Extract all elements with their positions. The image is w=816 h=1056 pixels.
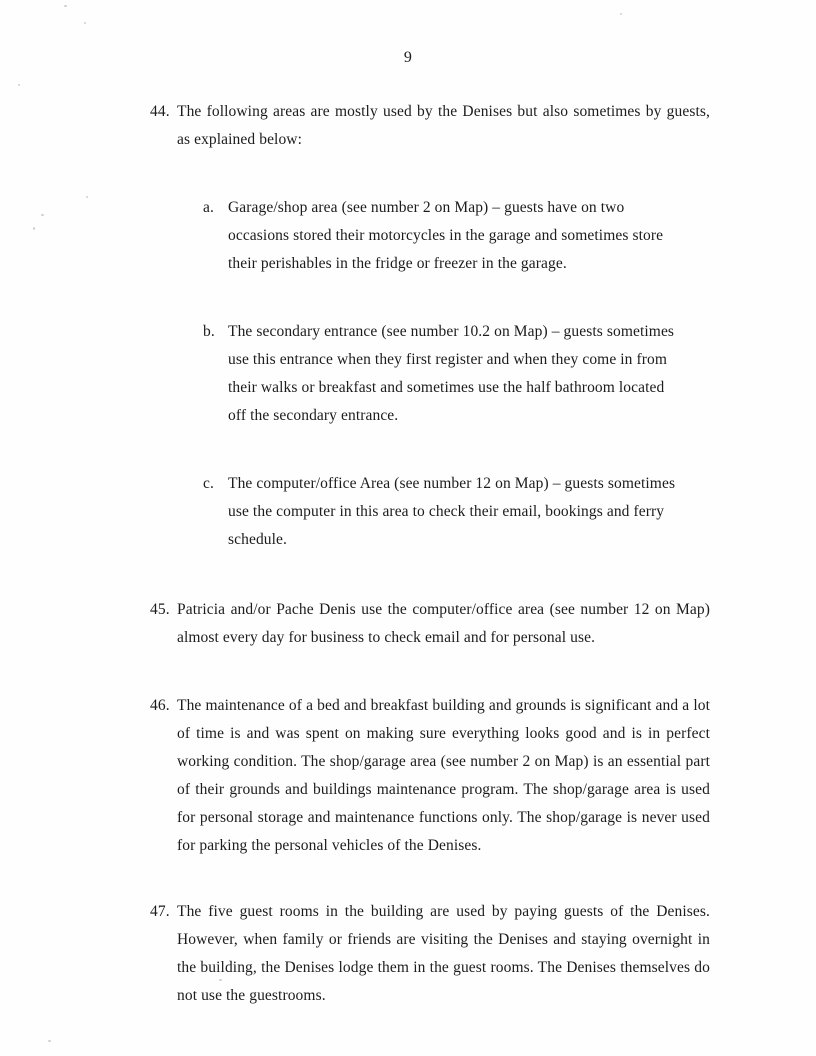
paragraph-45-number: 45.	[150, 601, 170, 618]
scan-speckle	[219, 979, 222, 981]
subitem-b-letter: b.	[203, 323, 215, 340]
paragraph-44-text: The following areas are mostly used by the Denises but also sometimes by guests, as explained below:	[177, 103, 710, 148]
subitem-c-letter: c.	[203, 475, 214, 492]
subitem-c-text: The computer/office Area (see number 12 on Map) – guests sometimes use the computer in this area to check their email, bookings and ferry schedule.	[228, 475, 676, 548]
scan-speckle	[48, 1040, 51, 1042]
subitem-a-text: Garage/shop area (see number 2 on Map) – guests have on two occasions stored their motorcycles in the garage and sometimes store their perishables in the fridge or freezer in the garage.	[228, 199, 664, 272]
page-number: 9	[403, 49, 413, 66]
subitem-b-text: The secondary entrance (see number 10.2 on Map) – guests sometimes use this entrance when they first register and when they come in from their walks or breakfast and sometimes use the half bathroom located off the secondary entrance.	[228, 323, 675, 424]
scan-speckle	[86, 196, 88, 198]
subitem-a	[203, 194, 685, 278]
paragraph-47	[150, 898, 710, 1010]
paragraph-45	[150, 596, 710, 652]
paragraph-45-text: Patricia and/or Pache Denis use the computer/office area (see number 12 on Map) almost every day for business to check email and for personal use.	[177, 601, 710, 646]
paragraph-44	[150, 98, 710, 554]
scan-speckle	[18, 84, 20, 86]
scan-speckle	[41, 214, 44, 216]
paragraph-44-subitems	[177, 194, 710, 554]
subitem-b	[203, 318, 685, 430]
paragraph-46-number: 46.	[150, 697, 170, 714]
subitem-a-letter: a.	[203, 199, 214, 216]
paragraph-47-number: 47.	[150, 903, 170, 920]
scan-speckle	[33, 227, 35, 230]
scan-speckle	[84, 22, 86, 24]
paragraph-47-text: The five guest rooms in the building are used by paying guests of the Denises. However, when family or friends are visiting the Denises and staying overnight in the building, the Denises lodge them in the guest rooms. The Denises themselves do not use the guestrooms.	[177, 903, 710, 1004]
paragraph-46	[150, 692, 710, 860]
document-content	[150, 98, 710, 1010]
scan-speckle	[620, 13, 622, 15]
subitem-c	[203, 470, 685, 554]
scan-speckle	[64, 5, 67, 7]
paragraph-44-number: 44.	[150, 103, 170, 120]
paragraph-46-text: The maintenance of a bed and breakfast building and grounds is significant and a lot of time is and was spent on making sure everything looks good and is in perfect working condition. The shop/garage area (see number 2 on Map) is an essential part of their grounds and buildings maintenance program. The shop/garage area is used for personal storage and maintenance functions only. The shop/garage is never used for parking the personal vehicles of the Denises.	[177, 697, 710, 854]
